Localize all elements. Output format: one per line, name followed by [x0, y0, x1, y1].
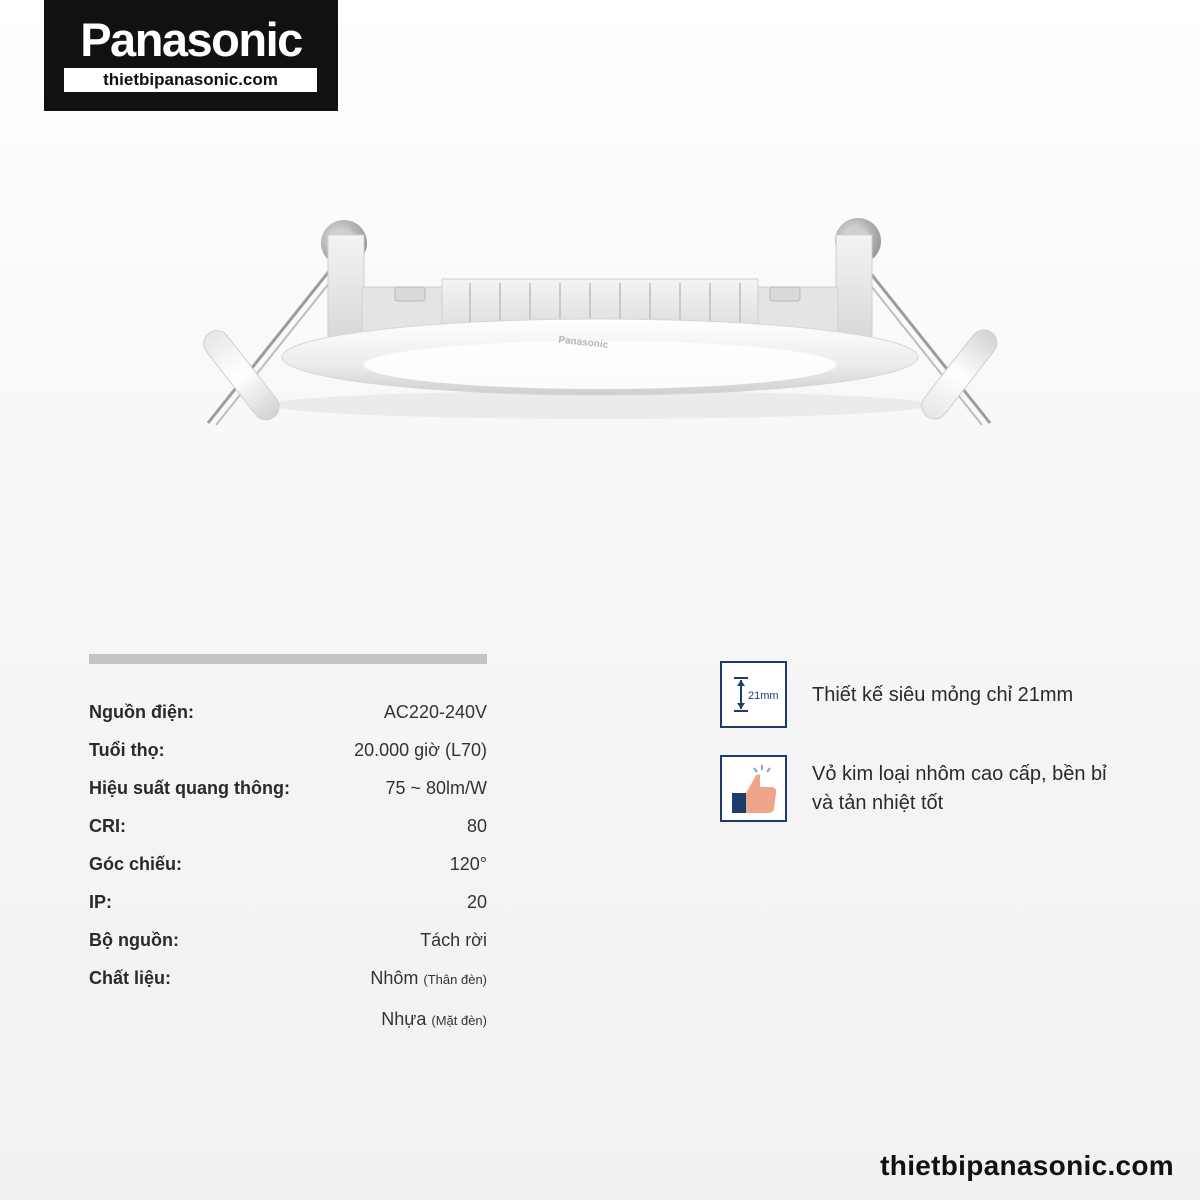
spec-label: IP:: [89, 892, 113, 912]
spec-value: [385, 773, 487, 803]
spec-value-text: Nhựa: [381, 1009, 427, 1029]
feature-thin-line-1: Thiết kế siêu mỏng chỉ 21mm: [812, 684, 1074, 706]
spec-value: [384, 697, 487, 727]
feature-aluminum-line-2: và tản nhiệt tốt: [812, 792, 944, 814]
spec-value: [420, 925, 487, 955]
logo-brand-name: Panasonic: [80, 13, 302, 66]
thumbs-up-icon: [720, 755, 787, 822]
spec-value-text: Nhôm: [370, 968, 419, 988]
spec-value-text: AC220-240V: [383, 702, 487, 722]
spec-label: Tuổi thọ:: [89, 740, 165, 760]
spec-label: CRI:: [89, 816, 126, 836]
panel-brand-mark: Panasonic: [557, 334, 609, 351]
spec-value-text: Tách rời: [420, 930, 487, 950]
spec-row: [89, 887, 487, 917]
thickness-label: 21mm: [748, 690, 779, 702]
spec-row: [89, 1004, 487, 1034]
spec-header-bar: [89, 654, 487, 664]
spec-row: [89, 849, 487, 879]
spec-value-text: 120°: [449, 854, 487, 874]
spec-value: [450, 849, 487, 879]
feature-text-thin: [812, 681, 1152, 710]
spec-value: [467, 887, 487, 917]
spec-row: [89, 963, 487, 993]
downlight-product-image: [180, 205, 1020, 465]
spec-row: [89, 773, 487, 803]
spec-value-text: 80: [466, 816, 487, 836]
spec-value: [354, 735, 487, 765]
logo-domain: thietbipanasonic.com: [64, 68, 317, 92]
spec-row: [89, 697, 487, 727]
spec-row: [89, 735, 487, 765]
spec-value-text: 75 ~ 80lm/W: [385, 778, 487, 798]
spec-label: Chất liệu:: [89, 968, 172, 988]
spec-row: [89, 925, 487, 955]
spec-label: Góc chiếu:: [89, 854, 183, 874]
footer-domain: thietbipanasonic.com: [880, 1150, 1174, 1181]
spec-value: [370, 963, 487, 995]
spec-value: [467, 811, 487, 841]
spec-label: Bộ nguồn:: [89, 930, 179, 950]
spec-label: Hiệu suất quang thông:: [89, 778, 290, 798]
spec-label: Nguồn điện:: [89, 702, 194, 722]
spec-value-text: 20: [466, 892, 487, 912]
spec-value: [381, 1004, 487, 1036]
feature-text-aluminum: [812, 760, 1152, 818]
spec-value-note: (Mặt đèn): [431, 1013, 487, 1028]
feature-aluminum-line-1: Vỏ kim loại nhôm cao cấp, bền bỉ: [812, 763, 1107, 785]
thickness-21mm-icon: [720, 661, 787, 728]
spec-value-text: 20.000 giờ (L70): [354, 740, 487, 760]
spec-row: [89, 811, 487, 841]
spec-value-note: (Thân đèn): [423, 972, 487, 987]
brand-logo: [44, 0, 338, 111]
